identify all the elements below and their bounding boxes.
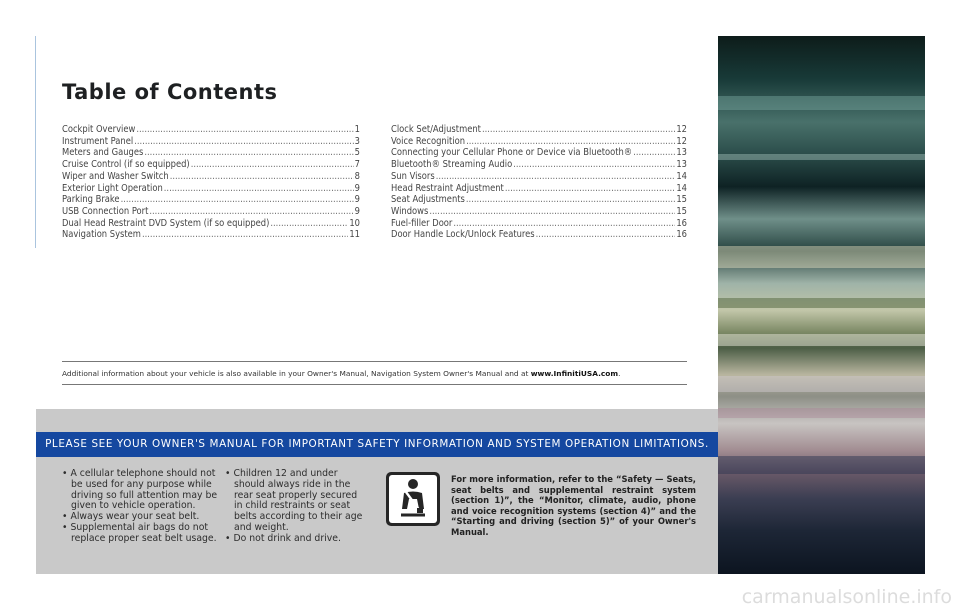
toc-entry[interactable] <box>391 229 687 241</box>
toc-entry[interactable] <box>62 124 360 136</box>
more-info-text: For more information, refer to the “Safety — Seats, seat belts and supplemental restraint system (section 1)”, the “Monitor, climate, audio, phone and voice recognition systems (section 4)” and the “Starting and driving (section 5)” of your Owner's Manual. <box>451 474 696 537</box>
toc-entry[interactable] <box>62 171 360 183</box>
toc-entry-label: Clock Set/Adjustment <box>391 124 481 135</box>
toc-entry-label: Instrument Panel <box>62 135 134 147</box>
toc-entry-label: Connecting your Cellular Phone or Device via Bluetooth® <box>391 147 633 159</box>
toc-entry-label: Sun Visors <box>391 170 435 182</box>
toc-entry[interactable] <box>391 136 687 148</box>
toc-entry-page: 16 <box>676 217 687 229</box>
toc-entry-page: 12 <box>676 124 687 135</box>
toc-leader-dots <box>136 124 353 136</box>
toc-entry-label: Meters and Gauges <box>62 147 144 159</box>
safety-bullet: • A cellular telephone should not be used for any purpose while driving so full attention may be given to vehicle operation. <box>62 468 218 512</box>
toc-entry-label: Bluetooth® Streaming Audio <box>391 159 513 171</box>
toc-entry-page: 12 <box>676 135 687 147</box>
toc-entry-label: Cruise Control (if so equipped) <box>62 159 190 171</box>
toc-entry-label: Head Restraint Adjustment <box>391 182 504 194</box>
toc-entry[interactable] <box>391 194 687 206</box>
toc-entry-page: 9 <box>354 205 360 217</box>
toc-entry-page: 3 <box>354 135 360 147</box>
toc-left-column <box>62 124 360 241</box>
toc-entry-page: 14 <box>676 170 687 182</box>
toc-leader-dots <box>436 171 676 183</box>
safety-banner: PLEASE SEE YOUR OWNER'S MANUAL FOR IMPORTANT SAFETY INFORMATION AND SYSTEM OPERATION LIMITATIONS. <box>36 432 718 457</box>
toc-entry-page: 13 <box>676 159 687 171</box>
safety-bullets-left <box>62 469 222 545</box>
seatbelt-warning-icon <box>386 472 440 526</box>
toc-entry-page: 15 <box>676 205 687 217</box>
toc-entry-page: 11 <box>349 229 360 241</box>
toc-entry-page: 9 <box>354 182 360 194</box>
toc-leader-dots <box>121 194 354 206</box>
toc-leader-dots <box>191 159 354 171</box>
additional-info-text: Additional information about your vehicle is also available in your Owner's Manual, Navigation System Owner's Manual and at <box>62 369 531 378</box>
toc-entry-page: 15 <box>676 194 687 206</box>
toc-leader-dots <box>466 136 675 148</box>
toc-entry[interactable] <box>391 171 687 183</box>
toc-right-column <box>391 124 687 241</box>
safety-bullet: • Always wear your seat belt. <box>62 511 200 523</box>
toc-entry-page: 7 <box>354 159 360 171</box>
additional-info-end: . <box>618 369 621 378</box>
toc-entry-page: 16 <box>676 229 687 241</box>
divider-bottom <box>62 384 687 385</box>
toc-leader-dots <box>142 229 348 241</box>
toc-leader-dots <box>633 147 675 159</box>
toc-leader-dots <box>513 159 675 171</box>
toc-entry-label: Voice Recognition <box>391 135 466 147</box>
toc-entry-label: Windows <box>391 205 429 217</box>
toc-entry-label: Cockpit Overview <box>62 124 136 135</box>
page-title: Table of Contents <box>62 80 278 104</box>
toc-entry-label: Navigation System <box>62 229 141 241</box>
toc-entry[interactable] <box>62 159 360 171</box>
toc-leader-dots <box>482 124 675 136</box>
toc-entry[interactable] <box>62 183 360 195</box>
toc-entry-label: Dual Head Restraint DVD System (if so equipped) <box>62 217 270 229</box>
toc-entry[interactable] <box>391 124 687 136</box>
toc-leader-dots <box>453 218 675 230</box>
toc-entry[interactable] <box>391 147 687 159</box>
toc-entry-page: 14 <box>676 182 687 194</box>
toc-entry[interactable] <box>391 183 687 195</box>
toc-entry-page: 8 <box>354 170 360 182</box>
toc-entry-label: Fuel-filler Door <box>391 217 453 229</box>
divider-top <box>62 361 687 362</box>
additional-info <box>62 369 620 378</box>
toc-entry-page: 5 <box>354 147 360 159</box>
toc-entry-page: 13 <box>676 147 687 159</box>
safety-bullet: • Do not drink and drive. <box>225 532 341 544</box>
toc-leader-dots <box>134 136 353 148</box>
toc-entry-label: Wiper and Washer Switch <box>62 170 169 182</box>
toc-leader-dots <box>536 229 676 241</box>
toc-leader-dots <box>164 183 354 195</box>
toc-entry[interactable] <box>62 218 360 230</box>
toc-entry-label: Exterior Light Operation <box>62 182 163 194</box>
toc-entry-page: 1 <box>354 124 360 135</box>
website-link[interactable]: www.InfinitiUSA.com <box>530 369 619 378</box>
watermark: carmanualsonline.info <box>741 586 952 608</box>
toc-entry[interactable] <box>62 194 360 206</box>
toc-entry-label: Seat Adjustments <box>391 194 465 206</box>
safety-bullets-right <box>225 469 365 545</box>
toc-entry[interactable] <box>391 206 687 218</box>
safety-bullet: • Supplemental air bags do not replace proper seat belt usage. <box>62 521 217 544</box>
safety-bullet: • Children 12 and under should always ride in the rear seat properly secured in child restraints or seat belts according to their age and weight. <box>225 468 363 533</box>
toc-entry[interactable] <box>391 218 687 230</box>
toc-entry[interactable] <box>62 147 360 159</box>
toc-entry-page: 9 <box>354 194 360 206</box>
toc-leader-dots <box>466 194 675 206</box>
toc-entry[interactable] <box>391 159 687 171</box>
toc-entry-page: 10 <box>349 217 360 229</box>
toc-leader-dots <box>270 218 348 230</box>
toc-leader-dots <box>149 206 353 218</box>
motion-blur-photo <box>718 36 925 574</box>
toc-leader-dots <box>170 171 354 183</box>
toc-entry[interactable] <box>62 206 360 218</box>
toc-leader-dots <box>505 183 676 195</box>
toc-leader-dots <box>429 206 675 218</box>
toc-entry-label: Parking Brake <box>62 194 120 206</box>
toc-leader-dots <box>144 147 353 159</box>
toc-entry-label: Door Handle Lock/Unlock Features <box>391 229 535 241</box>
left-rule <box>35 36 36 248</box>
toc-entry[interactable] <box>62 229 360 241</box>
toc-entry-label: USB Connection Port <box>62 205 149 217</box>
toc-entry[interactable] <box>62 136 360 148</box>
